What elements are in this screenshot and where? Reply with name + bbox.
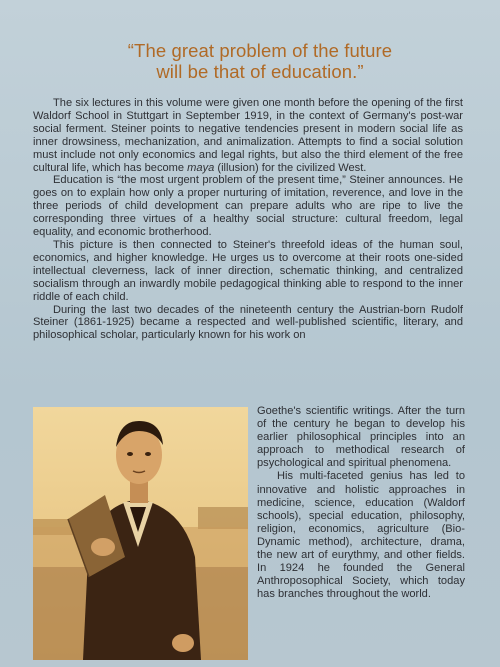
pull-quote-line-2: will be that of education.”	[156, 61, 364, 82]
paragraph-1-text-b: (illusion) for the civilized West.	[214, 161, 367, 174]
paragraph-1-emphasis: maya	[187, 161, 215, 174]
paragraph-2: Education is “the most urgent problem of the present time,” Steiner announces. He goes on to explain how only a proper nurturing of imitation, reverence, and love in the three periods of child development can prepare adults who are ripe to live the corresponding three virtues of a healthy social structure: cultural freedom, legal equality, and economic brotherhood.	[33, 174, 463, 239]
paragraph-1	[33, 97, 463, 174]
paragraph-1-text-a: The six lectures in this volume were given one month before the opening of the first Waldorf School in Stuttgart in September 1919, in the context of Germany's post-war social ferment. Steiner points to negative tendencies present in modern social life as inner drowsiness, mechanization, and animalization. Attempts to find a social solution must include not only economics and legal rights, but also the third element of the free cultural life, which has become	[33, 97, 463, 174]
paragraph-3: This picture is then connected to Steiner's threefold ideas of the human soul, economics, and higher knowledge. He urges us to overcome at their roots one-sided intellectual cleverness, lack of inner direction, schematic thinking, and centralized socialism through an inwardly mobile pedagogical thinking able to respond to the inner riddle of each child.	[33, 238, 463, 303]
pull-quote	[60, 40, 460, 82]
pull-quote-line-1: “The great problem of the future	[127, 40, 393, 61]
sidebar-text	[257, 405, 465, 601]
description-text	[33, 97, 463, 342]
portrait-illustration	[33, 407, 248, 660]
paragraph-4: During the last two decades of the nineteenth century the Austrian-born Rudolf Steiner (1861-1925) became a respected and well-published scientific, literary, and philosophical scholar, particularly known for his work on	[33, 303, 463, 342]
author-portrait-photo	[33, 407, 248, 660]
paragraph-4-continued: Goethe's scientific writings. After the turn of the century he began to develop his earlier philosophical principles into an approach to methodical research of psychological and spiritual phenomena.	[257, 405, 465, 470]
paragraph-5: His multi-faceted genius has led to innovative and holistic approaches in medicine, science, education (Waldorf schools), special education, philosophy, religion, economics, agriculture (Bio-Dynamic method), architecture, drama, the new art of eurythmy, and other fields. In 1924 he founded the General Anthroposophical Society, which today has branches throughout the world.	[257, 470, 465, 601]
